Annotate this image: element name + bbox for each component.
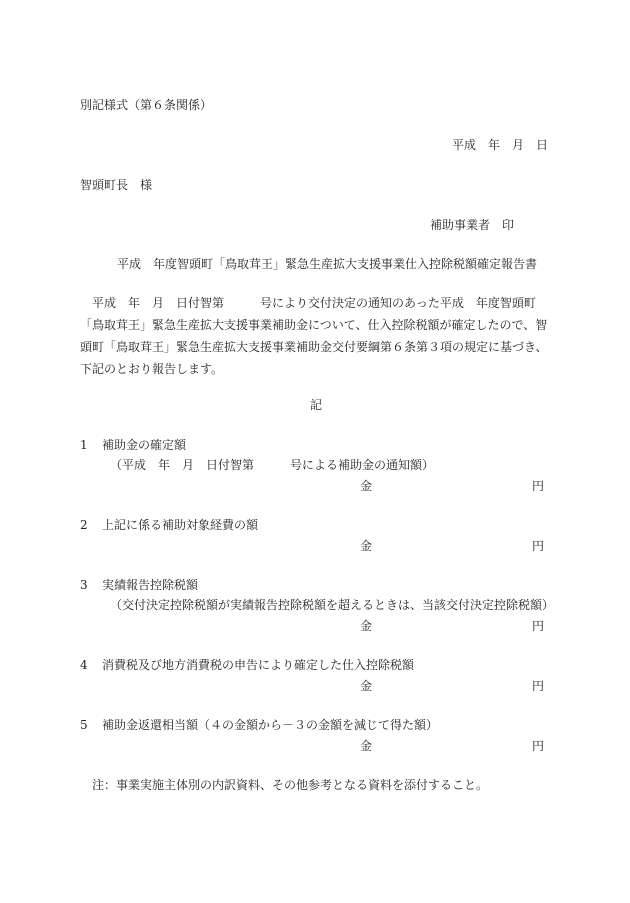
item-kin: 金 (360, 479, 373, 493)
document-title: 平成 年度智頭町「鳥取茸王」緊急生産拡大支援事業仕入控除税額確定報告書 (117, 257, 538, 271)
item-number: 5 (80, 718, 88, 732)
item-yen: 円 (532, 679, 545, 693)
form-label: 別記様式（第６条関係） (80, 98, 213, 112)
item-kin: 金 (360, 739, 373, 753)
footnote: 注：事業実施主体別の内訳資料、その他参考となる資料を添付すること。 (92, 778, 489, 792)
addressee: 智頭町長 様 (80, 178, 153, 192)
date-line: 平成 年 月 日 (451, 138, 548, 152)
item-kin: 金 (360, 539, 373, 553)
item-kin: 金 (360, 619, 373, 633)
item-number: 3 (80, 578, 88, 592)
item-sub: （交付決定控除税額が実績報告控除税額を超えるときは、当該交付決定控除税額） (110, 598, 555, 612)
item-label: 補助金の確定額 (102, 438, 187, 452)
item-label: 消費税及び地方消費税の申告により確定した仕入控除税額 (102, 658, 415, 672)
body-line: 頭町「鳥取茸王」緊急生産拡大支援事業補助金交付要綱第６条第３項の規定に基づき、 (80, 340, 548, 354)
item-yen: 円 (532, 739, 545, 753)
item-number: 1 (80, 438, 88, 452)
applicant-seal: 補助事業者 印 (430, 218, 515, 232)
body-line: 下記のとおり報告します。 (80, 362, 224, 376)
item-kin: 金 (360, 679, 373, 693)
item-number: 4 (80, 658, 88, 672)
ki-heading: 記 (310, 398, 323, 412)
item-label: 補助金返還相当額（４の金額から－３の金額を減じて得た額） (102, 718, 439, 732)
item-yen: 円 (532, 619, 545, 633)
item-label: 上記に係る補助対象経費の額 (102, 518, 259, 532)
item-sub: （平成 年 月 日付智第 号による補助金の通知額） (110, 458, 435, 472)
body-paragraph (80, 292, 550, 380)
item-yen: 円 (532, 479, 545, 493)
body-line: 「鳥取茸王」緊急生産拡大支援事業補助金について、仕入控除税額が確定したので、智 (80, 318, 548, 332)
item-yen: 円 (532, 539, 545, 553)
item-label: 実績報告控除税額 (102, 578, 199, 592)
body-line: 平成 年 月 日付智第 号により交付決定の通知のあった平成 年度智頭町 (92, 296, 536, 310)
item-number: 2 (80, 518, 88, 532)
